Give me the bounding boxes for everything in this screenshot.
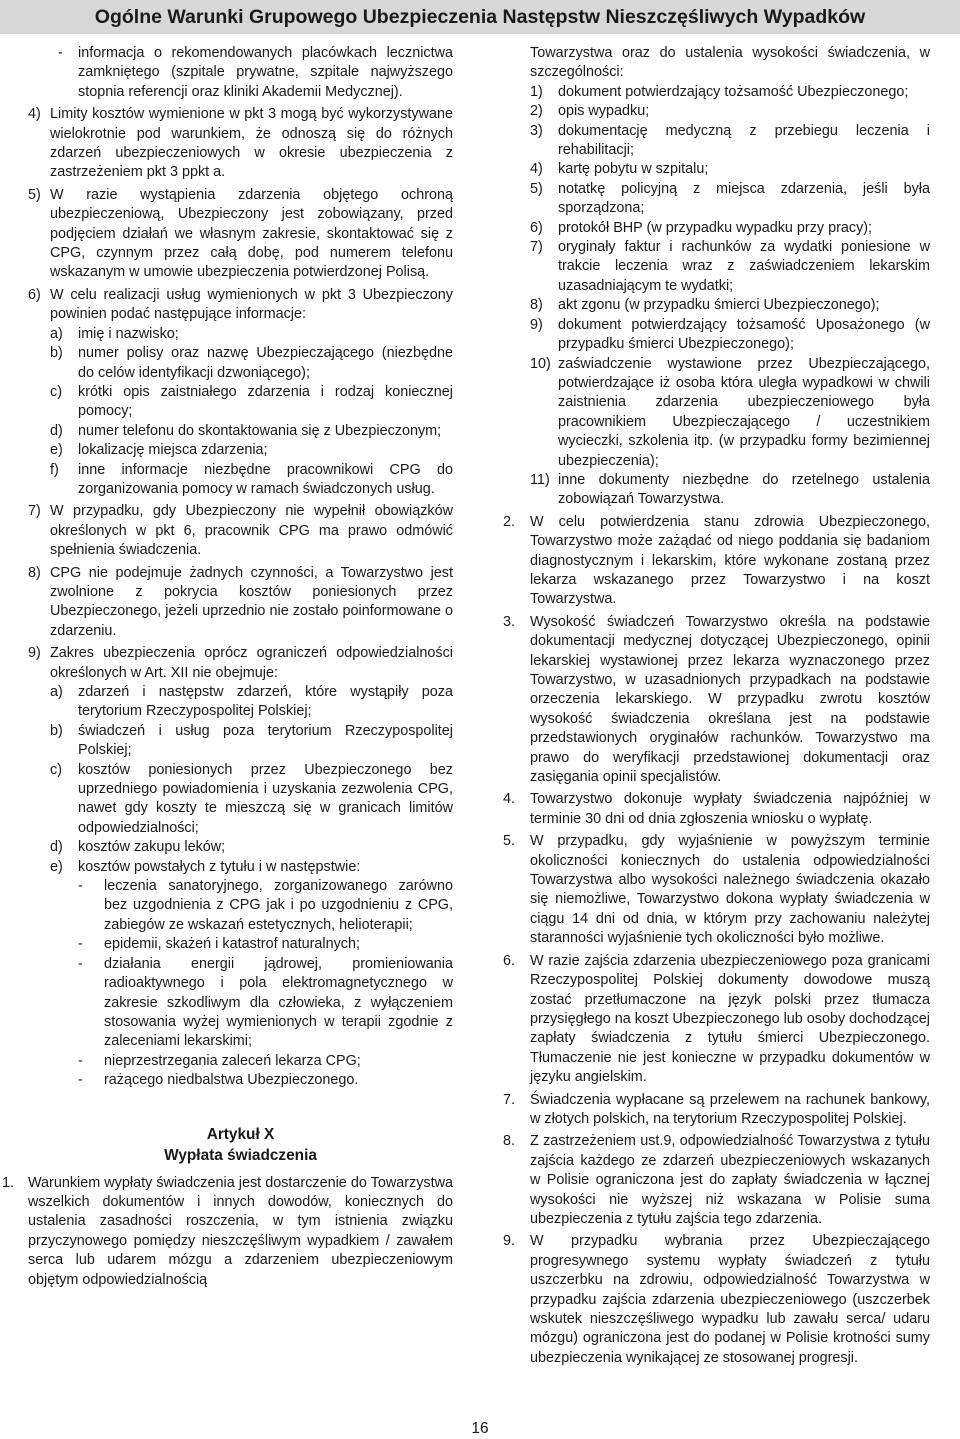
list-item: 9) dokument potwierdzający tożsamość Uposażonego (w przypadku śmierci Ubezpieczonego);: [530, 316, 930, 353]
point-5: 5. W przypadku, gdy wyjaśnienie w powyższym terminie okoliczności koniecznych do ustalenia odpowiedzialności Towarzystwa albo wysokości należnego świadczenia okazało się niemożliwe, Towarzystwo dokona wypłaty świadczenia w ciągu 14 dni od dnia, w którym przy zachowaniu należytej staranności wyjaśnienie tych okoliczności było możliwe.: [503, 833, 930, 947]
list-item: - informacja o rekomendowanych placówkach lecznictwa zamkniętego (szpitale prywatne, szpitale najwyższego stopnia referencji oraz kliniki Akademii Medycznej).: [58, 45, 453, 100]
list-item: d) numer telefonu do skontaktowania się z Ubezpieczonym;: [50, 422, 442, 439]
article-number: Artykuł X: [206, 1125, 275, 1143]
document-title: Ogólne Warunki Grupowego Ubezpieczenia Następstw Nieszczęśliwych Wypadków: [94, 5, 866, 28]
list-item: c) kosztów poniesionych przez Ubezpieczonego bez uprzedniego powiadomienia i uzyskania zezwolenia CPG, nawet gdy koszty te mieszczą się w granicach limitów odpowiedzialności;: [50, 761, 453, 836]
list-item: 7) oryginały faktur i rachunków za wydatki poniesione w trakcie leczenia wraz z zaświadczeniem lekarskim uzasadniającym te wydatki;: [530, 239, 930, 294]
list-item: 4) kartę pobytu w szpitalu;: [530, 161, 709, 178]
dash-item: - rażącego niedbalstwa Ubezpieczonego.: [78, 1072, 359, 1089]
list-item: b) świadczeń i usług poza terytorium Rzeczypospolitej Polskiej;: [50, 722, 453, 759]
paragraph-1: 1. Warunkiem wypłaty świadczenia jest dostarczenie do Towarzystwa wszelkich dokumentów i innych dowodów, koniecznych do ustalenia zasadności roszczenia, w tym istnienia związku przyczynowego pomiędzy nieszczęśliwym wypadkiem / zawałem serca lub udarem mózgu a zdarzeniem ubezpieczeniowym objętym odpowiedzialnością: [2, 1174, 453, 1288]
page-header: [0, 0, 960, 34]
point-3: 3. Wysokość świadczeń Towarzystwo określa na podstawie dokumentacji medycznej dotyczącej Ubezpieczonego, opinii lekarskiej wystawionej przez lekarza wyznaczonego przez Towarzystwo, w uzasadnionych przypadkach na podstawie orzeczenia lekarskiego. W przypadku zwrotu kosztów wysokość świadczenia określana jest na podstawie przedstawionych oryginałów rachunków. Towarzystwo ma prawo do weryfikacji przedstawionej dokumentacji oraz zasięgania opinii specjalistów.: [503, 613, 930, 786]
list-item: 6) protokół BHP (w przypadku wypadku przy pracy);: [530, 219, 873, 236]
dash-item: - nieprzestrzegania zaleceń lekarza CPG;: [78, 1052, 361, 1069]
list-item: 3) dokumentację medyczną z przebiegu leczenia i rehabilitacji;: [530, 122, 930, 159]
list-item: f) inne informacje niezbędne pracownikowi CPG do zorganizowania pomocy w ramach świadczonych usług.: [50, 461, 453, 497]
point-4: 4. Towarzystwo dokonuje wypłaty świadczenia najpóźniej w terminie 30 dni od dnia zgłoszenia wniosku o wypłatę.: [503, 791, 930, 827]
list-item: 8) akt zgonu (w przypadku śmierci Ubezpieczonego);: [530, 297, 880, 314]
list-item: c) krótki opis zaistniałego zdarzenia i rodzaj koniecznej pomocy;: [50, 383, 453, 420]
dash-item: - działania energii jądrowej, promieniowania radioaktywnego i pola elektromagnetycznego w zakresie szkodliwym dla człowieka, z wyłączeniem stosowania wyżej wymienionych w terapii zgodnie z zaleceniami lekarskimi;: [78, 955, 453, 1050]
point-8: 8. Z zastrzeżeniem ust.9, odpowiedzialność Towarzystwa z tytułu zajścia każdego ze zdarzeń ubezpieczeniowych wskazanych w Polisie ograniczona jest do zapłaty świadczenia w łącznej wysokości nie wyższej niż wskazana w Polisie suma ubezpieczenia z tytułu zajścia tego zdarzenia.: [503, 1133, 930, 1227]
left-column: [2, 44, 453, 1293]
paragraph-9: 9) Zakres ubezpieczenia oprócz ograniczeń odpowiedzialności określonych w Art. XII nie obejmuje: a) zdarzeń i następstw zdarzeń, które wystąpiły poza terytorium Rzeczypospolitej Polskiej; b) świadczeń i usług poza terytorium Rzeczypospolitej Polskiej; c) kosztów poniesionych przez Ubezpieczonego bez uprzedniego powiadomienia i uzyskania zezwolenia CPG, nawet gdy koszty te mieszczą się w granicach limitów odpowiedzialności; d) kosztów zakupu leków; e) kosztów powstałych z tytułu i w następstwie: - leczenia sanatoryjnego, zorganizowanego zarówno bez uzgodnienia z CPG jak i po uzgodnieniu z CPG, zabiegów ze wskazań estetycznych, helioterapii; - epidemii, skażeń i katastrof naturalnych; - działania energii jądrowej, promieniowania radioaktywnego i pola elektromagnetycznego w zakresie szkodliwym dla człowieka, z wyłączeniem stosowania wyżej wymienionych w terapii zgodnie z zaleceniami lekarskimi; - nieprzestrzegania zaleceń lekarza CPG; - rażącego niedbalstwa Ubezpieczonego.: [28, 644, 453, 1090]
list-item: 11) inne dokumenty niezbędne do rzetelnego ustalenia zobowiązań Towarzystwa.: [530, 471, 930, 508]
dash-bullet: -: [58, 45, 63, 61]
list-item: 1) dokument potwierdzający tożsamość Ubezpieczonego;: [530, 83, 909, 100]
dash-item: - epidemii, skażeń i katastrof naturalnych;: [78, 936, 360, 953]
paragraph-5: 5) W razie wystąpienia zdarzenia objętego ochroną ubezpieczeniową, Ubezpieczony jest zobowiązany, przed podjęciem działań we własnym zakresie, skontaktować się z CPG, czynnym przez całą dobę, pod numerem telefonu wskazanym w umowie ubezpieczenia potwierdzonej Polisą.: [28, 186, 453, 281]
paragraph-8: 8) CPG nie podejmuje żadnych czynności, a Towarzystwo jest zwolnione z pokrycia kosztów poniesionych przez Ubezpieczonego, jeżeli uprzednio nie zostało poinformowane o zdarzeniu.: [28, 564, 453, 639]
point-7: 7. Świadczenia wypłacane są przelewem na rachunek bankowy, w złotych polskich, na terytorium Rzeczypospolitej Polskiej.: [503, 1091, 930, 1127]
list-item: 2) opis wypadku;: [530, 103, 650, 120]
right-column: [503, 44, 930, 1371]
list-item: e) lokalizację miejsca zdarzenia;: [50, 442, 268, 459]
continuation-text: Towarzystwa oraz do ustalenia wysokości świadczenia, w szczególności: 1) dokument potwierdzający tożsamość Ubezpieczonego; 2) opis wypadku; 3) dokumentację medyczną z przebiegu leczenia i rehabilitacji; 4) kartę pobytu w szpitalu; 5) notatkę policyjną z miejsca zdarzenia, jeśli była sporządzona; 6) protokół BHP (w przypadku wypadku przy pracy); 7) oryginały faktur i rachunków za wydatki poniesione w trakcie leczenia wraz z zaświadczeniem lekarskim uzasadniającym te wydatki; 8) akt zgonu (w przypadku śmierci Ubezpieczonego); 9) dokument potwierdzający tożsamość Uposażonego (w przypadku śmierci Ubezpieczonego); 10) zaświadczenie wystawione przez Ubezpieczającego, potwierdzające iż osoba która uległa wypadkowi w chwili zaistnienia zdarzenia ubezpieczeniowego była pracownikiem Ubezpieczającego / uczestnikiem wycieczki, szkolenia itp. (w przypadku formy bezimiennej ubezpieczenia); 11) inne dokumenty niezbędne do rzetelnego ustalenia zobowiązań Towarzystwa.: [503, 44, 930, 510]
list-item: 5) notatkę policyjną z miejsca zdarzenia, jeśli była sporządzona;: [530, 180, 930, 217]
page-number: 16: [471, 1420, 489, 1437]
article-title: Wypłata świadczenia: [164, 1146, 317, 1164]
paragraph-7: 7) W przypadku, gdy Ubezpieczony nie wypełnił obowiązków określonych w pkt 6, pracownik CPG ma prawo odmówić spełnienia świadczenia.: [28, 503, 453, 559]
dash-item: - leczenia sanatoryjnego, zorganizowanego zarówno bez uzgodnienia z CPG jak i po uzgodnieniu z CPG, zabiegów ze wskazań estetycznych, helioterapii;: [78, 878, 453, 933]
list-item: e) kosztów powstałych z tytułu i w następstwie:: [50, 858, 361, 875]
paragraph-4: 4) Limity kosztów wymienione w pkt 3 mogą być wykorzystywane wielokrotnie pod warunkiem, że odnoszą się do różnych zdarzeń ubezpieczeniowych w okresie ubezpieczenia z zastrzeżeniem pkt 3 ppkt a.: [28, 106, 453, 181]
list-item: 10) zaświadczenie wystawione przez Ubezpieczającego, potwierdzające iż osoba która uległa wypadkowi w chwili zaistnienia zdarzenia ubezpieczeniowego była pracownikiem Ubezpieczającego / uczestnikiem wycieczki, szkolenia itp. (w przypadku formy bezimiennej ubezpieczenia);: [530, 355, 930, 469]
point-6: 6. W razie zajścia zdarzenia ubezpieczeniowego poza granicami Rzeczypospolitej Polskiej dokumenty dowodowe muszą zostać przetłumaczone na język polski przez tłumacza przysięgłego na koszt Ubezpieczonego lub osoby dochodzącej zapłaty świadczenia z tytułu śmierci Ubezpieczonego. Tłumaczenie nie jest konieczne w przypadku dokumentów w języku angielskim.: [503, 952, 930, 1086]
list-item: a) imię i nazwisko;: [50, 325, 179, 342]
paragraph-6: 6) W celu realizacji usług wymienionych w pkt 3 Ubezpieczony powinien podać następujące informacje: a) imię i nazwisko; b) numer polisy oraz nazwę Ubezpieczającego (niezbędne do celów identyfikacji dzwoniącego); c) krótki opis zaistniałego zdarzenia i rodzaj koniecznej pomocy; d) numer telefonu do skontaktowania się z Ubezpieczonym; e) lokalizację miejsca zdarzenia; f) inne informacje niezbędne pracownikowi CPG do zorganizowania pomocy w ramach świadczonych usług.: [28, 286, 453, 499]
list-item: d) kosztów zakupu leków;: [50, 839, 226, 856]
list-item: b) numer polisy oraz nazwę Ubezpieczającego (niezbędne do celów identyfikacji dzwoniącego);: [50, 345, 453, 381]
point-2: 2. W celu potwierdzenia stanu zdrowia Ubezpieczonego, Towarzystwo może zażądać od niego poddania się badaniom diagnostycznym i lekarskim, które wykonane zostaną przez lekarza wskazanego przez Towarzystwo i na koszt Towarzystwa.: [503, 513, 930, 608]
point-9: 9. W przypadku wybrania przez Ubezpieczającego progresywnego systemu wypłaty świadczeń z tytułu uszczerbku na zdrowiu, odpowiedzialność Towarzystwa w przypadku zajścia zdarzenia ubezpieczeniowego (uszczerbek wskutek nieszczęśliwego wypadku lub zawału serca/ udaru mózgu) ograniczona jest do podanej w Polisie krotności sumy ubezpieczenia wynikającej ze stosowanej progresji.: [503, 1233, 930, 1366]
list-item: a) zdarzeń i następstw zdarzeń, które wystąpiły poza terytorium Rzeczypospolitej Polskiej;: [50, 684, 453, 720]
